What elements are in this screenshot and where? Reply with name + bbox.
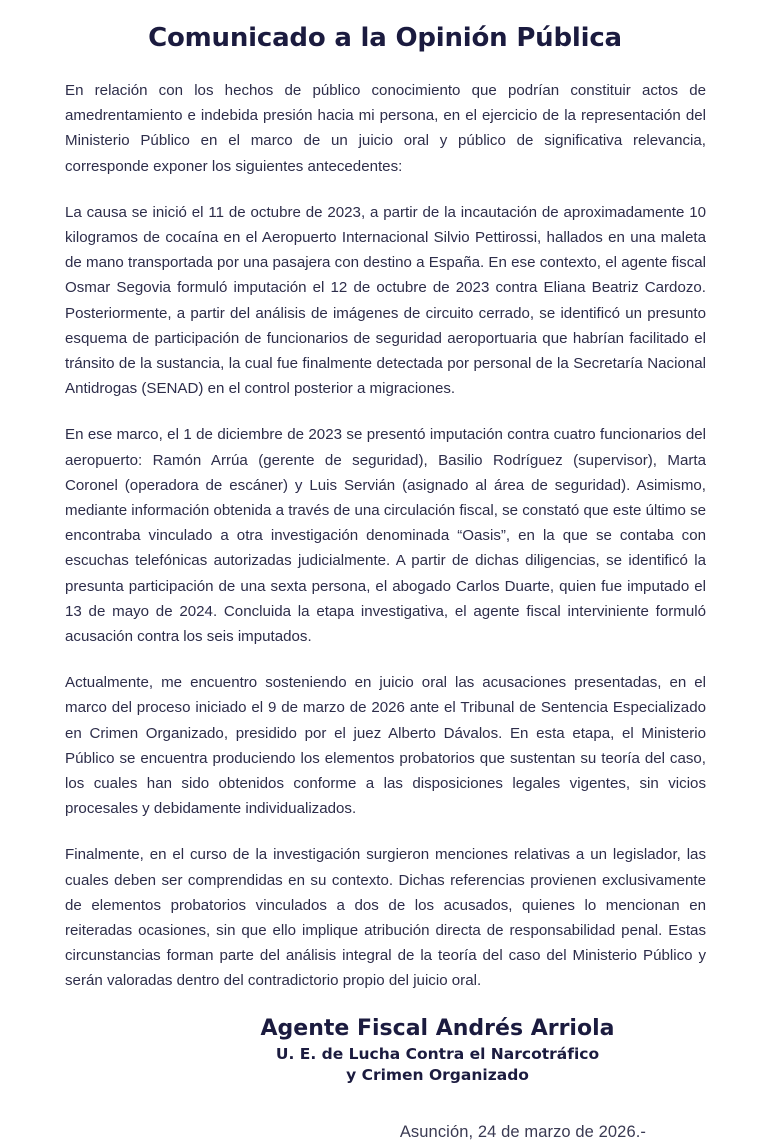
- signature-block: [65, 1015, 706, 1085]
- signature-unit-line-2: y Crimen Organizado: [346, 1065, 529, 1084]
- paragraph-1: En relación con los hechos de público conocimiento que podrían constituir actos de amedrentamiento e indebida presión hacia mi persona, en el ejercicio de la representación del Ministerio Público en el marco de un juicio oral y público de significativa relevancia, corresponde exponer los siguientes antecedentes:: [65, 81, 706, 175]
- page-title: Comunicado a la Opinión Pública: [148, 23, 622, 53]
- dateline: Asunción, 24 de marzo de 2026.-: [399, 1123, 646, 1141]
- signature-inner: [261, 1015, 615, 1085]
- signature-name: Agente Fiscal Andrés Arriola: [260, 1015, 615, 1041]
- paragraph-5: Finalmente, en el curso de la investigación surgieron menciones relativas a un legislador, las cuales deben ser comprendidas en su contexto. Dichas referencias provienen exclusivamente de elementos probatorios vinculados a dos de los acusados, quienes lo mencionan en reiteradas ocasiones, sin que ello implique atribución directa de responsabilidad penal. Estas circunstancias forman parte del análisis integral de la teoría del caso del Ministerio Público y serán valoradas dentro del contradictorio propio del juicio oral.: [65, 846, 706, 990]
- paragraph-2: La causa se inició el 11 de octubre de 2023, a partir de la incautación de aproximadamente 10 kilogramos de cocaína en el Aeropuerto Internacional Silvio Pettirossi, hallados en una maleta de mano transportada por una pasajera con destino a España. En ese contexto, el agente fiscal Osmar Segovia formuló imputación el 12 de octubre de 2023 contra Eliana Beatriz Cardozo. Posteriormente, a partir del análisis de imágenes de circuito cerrado, se identificó un presunto esquema de participación de funcionarios de seguridad aeroportuaria que habrían facilitado el tránsito de la sustancia, la cual fue finalmente detectada por personal de la Secretaría Nacional Antidrogas (SENAD) en el control posterior a migraciones.: [65, 203, 706, 398]
- document-body: [0, 78, 770, 1142]
- paragraph-3: En ese marco, el 1 de diciembre de 2023 se presentó imputación contra cuatro funcionarios del aeropuerto: Ramón Arrúa (gerente de seguridad), Basilio Rodríguez (supervisor), Marta Coronel (operadora de escáner) y Luis Servián (asignado al área de seguridad). Asimismo, mediante información obtenida a través de una circulación fiscal, se constató que este último se encontraba vinculado a otra investigación denominada “Oasis”, en la que se contaba con escuchas telefónicas autorizadas judicialmente. A partir de dichas diligencias, se identificó la presunta participación de una sexta persona, el abogado Carlos Duarte, quien fue imputado el 13 de mayo de 2024. Concluida la etapa investigativa, el agente fiscal interviniente formuló acusación contra los seis imputados.: [65, 426, 707, 645]
- signature-unit-line-1: U. E. de Lucha Contra el Narcotráfico: [275, 1045, 600, 1064]
- paragraph-4: Actualmente, me encuentro sosteniendo en juicio oral las acusaciones presentadas, en el marco del proceso iniciado el 9 de marzo de 2026 ante el Tribunal de Sentencia Especializado en Crimen Organizado, presidido por el juez Alberto Dávalos. En esta etapa, el Ministerio Público se encuentra produciendo los elementos probatorios que sustentan su teoría del caso, los cuales han sido obtenidos conforme a las disposiciones legales vigentes, sin vicios procesales y debidamente individualizados.: [65, 674, 706, 818]
